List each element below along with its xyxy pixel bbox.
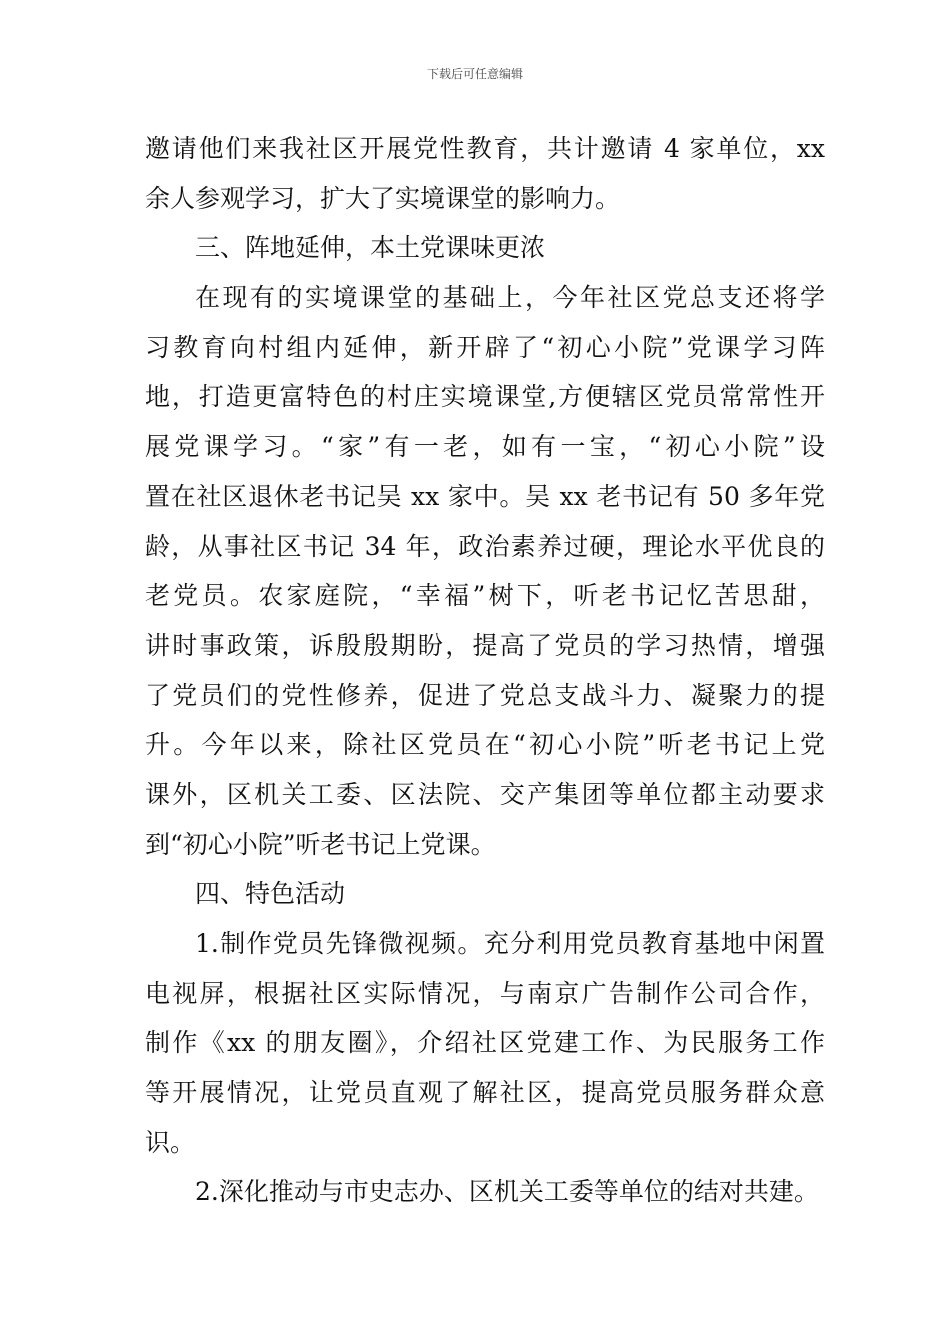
paragraph-line: 地，打造更富特色的村庄实境课堂,方便辖区党员常常性开 xyxy=(145,382,825,412)
paragraph-line: 余人参观学习，扩大了实境课堂的影响力。 xyxy=(145,183,621,213)
paragraph-line: 2.深化推动与市史志办、区机关工委等单位的结对共建。 xyxy=(195,1177,819,1207)
section-heading: 三、阵地延伸，本土党课味更浓 xyxy=(195,233,546,263)
paragraph-line: 展党课学习。“家”有一老，如有一宝，“初心小院”设 xyxy=(145,432,825,462)
paragraph-line: 到“初心小院”听老书记上党课。 xyxy=(145,829,496,859)
section-heading: 四、特色活动 xyxy=(195,879,346,909)
paragraph-line: 制作《xx 的朋友圈》，介绍社区党建工作、为民服务工作 xyxy=(145,1028,825,1058)
paragraph-line: 老党员。农家庭院，“幸福”树下，听老书记忆苦思甜， xyxy=(145,581,825,611)
paragraph-line: 课外，区机关工委、区法院、交产集团等单位都主动要求 xyxy=(145,779,825,809)
document-body xyxy=(145,124,825,1217)
paragraph-line: 龄，从事社区书记 34 年，政治素养过硬，理论水平优良的 xyxy=(145,531,825,561)
paragraph-line: 等开展情况，让党员直观了解社区，提高党员服务群众意 xyxy=(145,1078,825,1108)
paragraph-line: 习教育向村组内延伸，新开辟了“初心小院”党课学习阵 xyxy=(145,332,825,362)
paragraph-line: 了党员们的党性修养，促进了党总支战斗力、凝聚力的提 xyxy=(145,680,825,710)
paragraph-line: 在现有的实境课堂的基础上，今年社区党总支还将学 xyxy=(195,283,825,313)
paragraph-line: 电视屏，根据社区实际情况，与南京广告制作公司合作， xyxy=(145,978,825,1008)
paragraph-line: 1.制作党员先锋微视频。充分利用党员教育基地中闲置 xyxy=(195,929,825,958)
paragraph-line: 置在社区退休老书记吴 xx 家中。吴 xx 老书记有 50 多年党 xyxy=(145,481,825,511)
paragraph-line: 讲时事政策，诉殷殷期盼，提高了党员的学习热情，增强 xyxy=(145,630,825,660)
paragraph-line: 识。 xyxy=(145,1127,196,1157)
paragraph-line: 升。今年以来，除社区党员在“初心小院”听老书记上党 xyxy=(145,730,825,760)
page-header: 下载后可任意编辑 xyxy=(426,67,523,81)
paragraph-line: 邀请他们来我社区开展党性教育，共计邀请 4 家单位，xx xyxy=(145,134,825,163)
